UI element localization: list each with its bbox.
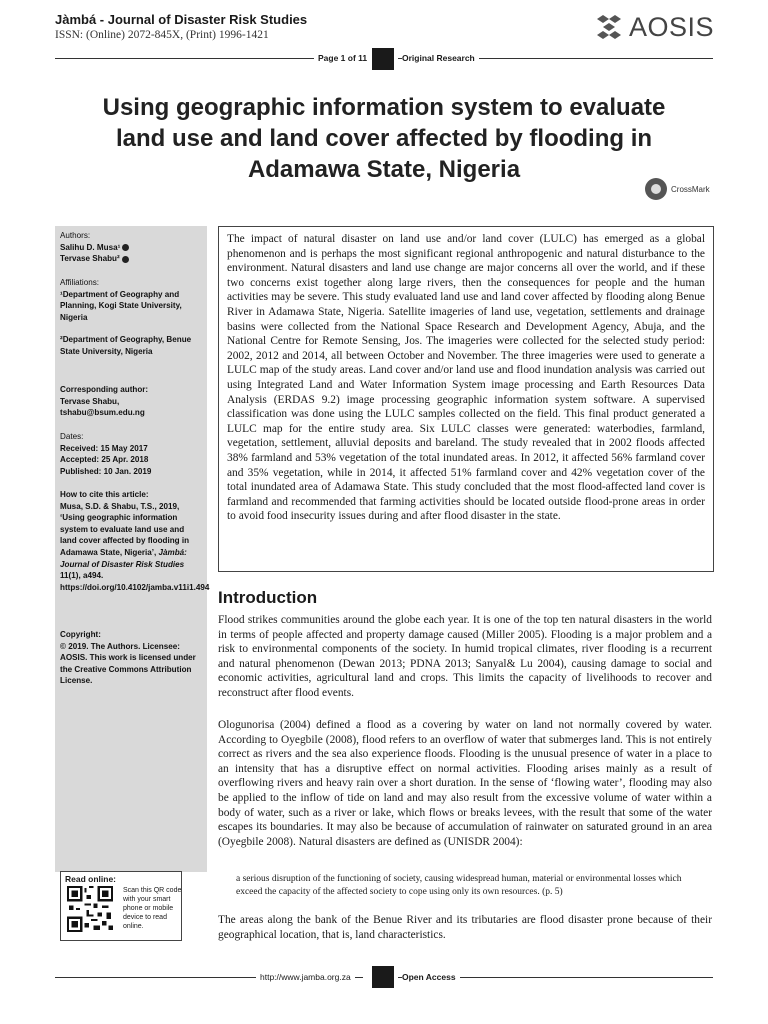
published-date: Published: 10 Jan. 2019	[60, 466, 152, 476]
corresponding-heading: Corresponding author:	[60, 385, 149, 394]
body-paragraph-2: Ologunorisa (2004) defined a flood as a covering by water on land not normally covered by water. According to Oyegbile (2008), flood refers to an overflow of water that submerges land. This is not entirely correct as rivers and the sea also experience floods. Flooding is the unusual presence of water in a place to an intensity that has a disruptive effect on normal activities. Flooding arises mainly as a result of overflowing rivers and heavy rain over a short duration. In the sense of ‘flowing water’, flooding may also be applied to the inflow of tide on land and may also result from the excessive volume of water within a body of water, such as a river or lake, which flows or breaks levees, with the result that some of the water escapes its boundaries. It may also be because of accumulation of rainwater on saturated ground in an area (Oyegbile 2008). Natural disasters are defined as (UNISDR 2004):	[218, 719, 712, 848]
accepted-date: Accepted: 25 Apr. 2018	[60, 455, 149, 465]
cite-volume: 11(1), a494.	[60, 571, 104, 581]
corresponding-name: Tervase Shabu,	[60, 396, 120, 406]
body-paragraph-1: Flood strikes communities around the globe each year. It is one of the top ten natural disasters in the world in terms of people affected and property damage caused (Miller 2005). Flooding is a major problem and a risk to environmental components of the society. In humid tropical climates, river flooding is a recurrent and natural phenomenon (Dewan 2013; PDNA 2013; Sanyal& Lu 2004), causing damage to social and economic activities, agricultural land and crops. This limits the capacity of livelihoods to recover and reconstruct after flood events.	[218, 614, 712, 699]
footer-url[interactable]: http://www.jamba.org.za	[256, 972, 355, 982]
affiliations-section	[60, 277, 200, 358]
author-2: Tervase Shabu²	[60, 254, 120, 264]
publisher-logo	[595, 12, 715, 42]
copyright-heading: Copyright:	[60, 630, 101, 639]
footer-marker-box	[372, 966, 394, 988]
article-title: Using geographic information system to evaluate land use and land cover affected by flooding in Adamawa State, Nigeria	[102, 94, 666, 183]
crossmark-label: CrossMark	[671, 184, 710, 194]
aosis-logo-text: AOSIS	[629, 11, 715, 42]
affiliation-1: ¹Department of Geography and Planning, Kogi State University, Nigeria	[60, 289, 182, 322]
aosis-logo-icon	[595, 13, 623, 41]
dates-heading: Dates:	[60, 432, 84, 441]
cite-journal: Jàmbá: Journal of Disaster Risk Studies	[60, 547, 187, 569]
read-online-instructions: Scan this QR code with your smart phone or mobile device to read online.	[123, 887, 182, 930]
read-online-title: Read online:	[65, 874, 117, 884]
journal-name: Jàmbá - Journal of Disaster Risk Studies	[55, 12, 308, 27]
corresponding-section	[60, 384, 200, 419]
authors-section	[60, 230, 200, 265]
affiliations-heading: Affiliations:	[60, 278, 99, 287]
footer-open-access: Open Access	[402, 972, 460, 982]
copyright-section	[60, 629, 200, 687]
qr-code-icon[interactable]	[67, 886, 113, 932]
cite-text: Musa, S.D. & Shabu, T.S., 2019, ‘Using geographic information system to evaluate land use and land cover affected by flooding in Adamawa State, Nigeria’,	[60, 501, 190, 557]
cite-heading: How to cite this article:	[60, 490, 149, 499]
issn-line: ISSN: (Online) 2072-845X, (Print) 1996-1421	[55, 29, 269, 41]
crossmark-icon	[645, 178, 667, 200]
article-type: Original Research	[402, 53, 479, 63]
dates-section	[60, 431, 200, 477]
authors-heading: Authors:	[60, 231, 91, 240]
header-marker-box	[372, 48, 394, 70]
read-online-box	[60, 871, 182, 941]
cite-section	[60, 489, 210, 593]
orcid-icon[interactable]	[122, 244, 129, 251]
abstract-text: The impact of natural disaster on land use and/or land cover (LULC) has emerged as a global phenomenon and is perhaps the most significant regional anthropogenic and natural disturbance to the environment. Natural disasters and land use change are major concerns all over the world, and if these two concerns exist together along large rivers, then the consequences for people and the human activities may be severe. This study evaluated land use and land cover affected by flooding along Benue River in Adamawa State, Nigeria. Satellite imageries of land use, vegetation, settlements and drainage basins were collected from the National Space Research and Development Agency, Abuja, and the National Centre for Remote Sensing, Jos. The imageries were collected for the selected study period: 2002, 2012 and 2014, all between October and November. The three imageries were used to generate a LULC map of the study areas. Land cover and/or land use and flood inundation analysis was carried out using Integrated Land and Water Information System image processing and Earth Resources Data Analysis (ERDAS 9.2) image processing geographic information system software. A supervised classification was done using the LULC samples collected on the field. This final product generated a LULC map for the entire study area. Six LULC classes were generated: waterbodies, farmland, vegetation, settlement, alluvial deposits and bareland. The study revealed that in 2002 floods affected 38% farmland and 53% vegetation of the total inundated areas. In 2012, it affected 56% farmland cover and 35% vegetation, while in 2014, it affected 51% farmland cover and 42% vegetation cover of the total inundated area of Adamawa State. This study concluded that the most flood-affected land cover is farmland and recommended that farming activities should be located outside flood-prone areas in order to avoid food insecurity issues during and after flood disaster in the state.	[227, 233, 705, 523]
section-heading-introduction: Introduction	[218, 588, 318, 607]
page-number: Page 1 of 11	[314, 53, 371, 63]
abstract-box	[218, 226, 714, 572]
author-1: Salihu D. Musa¹	[60, 242, 121, 252]
orcid-icon[interactable]	[122, 256, 129, 263]
body-paragraph-3: The areas along the bank of the Benue River and its tributaries are flood disaster prone because of their geographical location, that is, land characteristics.	[218, 914, 712, 941]
crossmark-badge[interactable]	[645, 178, 710, 200]
copyright-text: © 2019. The Authors. Licensee: AOSIS. This work is licensed under the Creative Commons Attribution License.	[60, 641, 196, 686]
cite-doi[interactable]: https://doi.org/10.4102/jamba.v11i1.494	[60, 582, 210, 592]
affiliation-2: ²Department of Geography, Benue State University, Nigeria	[60, 335, 192, 356]
received-date: Received: 15 May 2017	[60, 443, 148, 453]
corresponding-email[interactable]: tshabu@bsum.edu.ng	[60, 408, 145, 418]
block-quote: a serious disruption of the functioning of society, causing widespread human, material or environmental losses which exceed the capacity of the affected society to cope using only its own resources. (p. 5)	[236, 874, 682, 897]
